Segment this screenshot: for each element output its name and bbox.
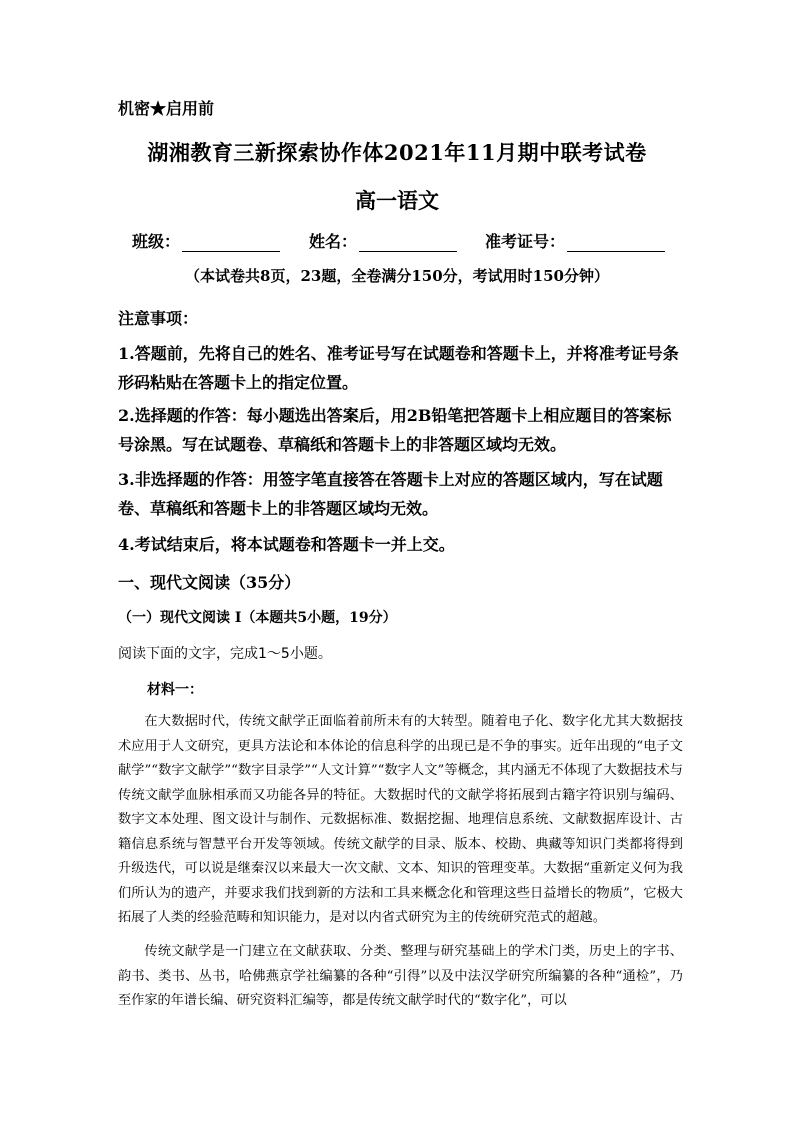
- name-label: 姓名：: [309, 232, 358, 251]
- notice-item: 1.答题前，先将自己的姓名、准考证号写在试题卷和答题卡上，并将准考证号条形码粘贴在答题卡上的指定位置。: [118, 344, 679, 392]
- material-title: 材料一：: [147, 682, 203, 698]
- subsection-title: （一）现代文阅读 I（本题共5小题，19分）: [118, 610, 397, 626]
- name-field: [309, 230, 457, 252]
- body-paragraph: 在大数据时代，传统文献学正面临着前所未有的大转型。随着电子化、数字化尤其大数据技术应用于人文研究，更具方法论和本体论的信息科学的出现已是不争的事实。近年出现的“电子文献学”“数字文献学”“数字目录学”“人文计算”“数字人文”等概念，其内涵无不体现了大数据技术与传统文献学血脉相承而又功能各异的特征。大数据时代的文献学将拓展到古籍字符识别与编码、数字文本处理、图文设计与制作、元数据标准、数据挖掘、地理信息系统、文献数据库设计、古籍信息系统与智慧平台开发等领域。传统文献学的目录、版本、校勘、典藏等知识门类都将得到升级迭代，可以说是继秦汉以来最大一次文献、文本、知识的管理变革。大数据“重新定义何为我们所认为的遗产，并要求我们找到新的方法和工具来概念化和管理这些日益增长的物质”，它极大拓展了人类的经验范畴和知识能力，是对以内省式研究为主的传统研究范式的超越。: [118, 714, 683, 925]
- exam-title: 湖湘教育三新探索协作体2021年11月期中联考试卷: [147, 140, 647, 165]
- confidential-mark: 机密★启用前: [118, 99, 215, 118]
- notice-item: 2.选择题的作答：每小题选出答案后，用2B铅笔把答题卡上相应题目的答案标号涂黑。写在试题卷、草稿纸和答题卡上的非答题区域均无效。: [118, 406, 672, 454]
- class-field: [132, 230, 280, 252]
- name-blank: [359, 237, 457, 252]
- notice-title: 注意事项：: [118, 309, 199, 328]
- exam-id-label: 准考证号：: [485, 232, 566, 251]
- exam-note: （本试卷共8页，23题，全卷满分150分，考试用时150分钟）: [185, 267, 609, 285]
- class-blank: [182, 237, 280, 252]
- class-label: 班级：: [132, 232, 181, 251]
- body-paragraph: 传统文献学是一门建立在文献获取、分类、整理与研究基础上的学术门类，历史上的字书、韵书、类书、丛书，哈佛燕京学社编纂的各种“引得”以及中法汉学研究所编纂的各种“通检”，乃至作家的年谱长编、研究资料汇编等，都是传统文献学时代的“数字化”，可以: [118, 944, 683, 1008]
- subject-title: 高一语文: [355, 188, 439, 213]
- exam-id-field: [485, 230, 665, 252]
- exam-id-blank: [567, 237, 665, 252]
- reading-instruction: 阅读下面的文字，完成1～5小题。: [118, 646, 332, 662]
- notice-item: 3.非选择题的作答：用签字笔直接答在答题卡上对应的答题区域内，写在试题卷、草稿纸和答题卡上的非答题区域均无效。: [118, 470, 663, 518]
- notice-item: 4.考试结束后，将本试题卷和答题卡一并上交。: [118, 535, 455, 554]
- section-title: 一、现代文阅读（35分）: [118, 573, 301, 592]
